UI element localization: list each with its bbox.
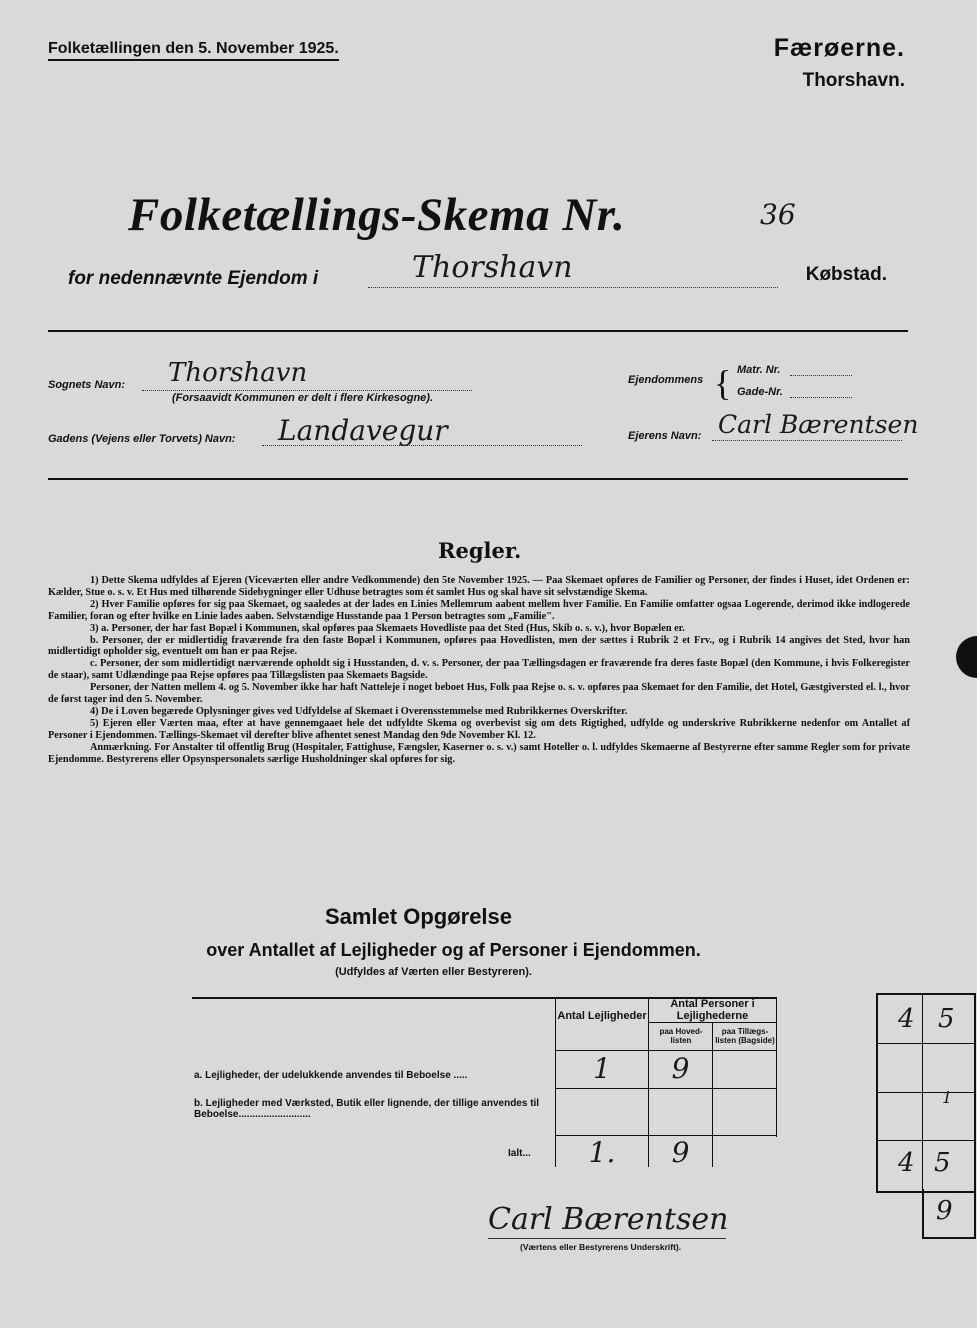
table-hline: [555, 1088, 776, 1089]
owner-line: [712, 440, 902, 441]
matr-label: Matr. Nr.: [737, 364, 781, 376]
tally-hline: [876, 1092, 974, 1093]
tally-hline: [876, 1140, 974, 1141]
cell-a-lejligheder: 1: [593, 1052, 611, 1085]
tally-value: 5: [934, 1148, 951, 1178]
town-handwritten: Thorshavn: [412, 250, 573, 285]
owner-label: Ejerens Navn:: [628, 430, 702, 442]
town-title: Thorshavn.: [802, 70, 905, 91]
ink-blot: [956, 636, 977, 678]
street-label: Gadens (Vejens eller Torvets) Navn:: [48, 433, 236, 445]
summary-subtitle: over Antallet af Lejligheder og af Personer i Ejendommen.: [206, 940, 701, 960]
form-title: Folketællings-Skema Nr.: [128, 189, 626, 241]
census-header: Folketællingen den 5. November 1925.: [48, 40, 339, 61]
summary-note: (Udfyldes af Værten eller Bestyreren).: [335, 966, 532, 978]
rule-paragraph: 1) Dette Skema udfyldes af Ejeren (Viceværten eller andre Vedkommende) den 5te November 1925. — Paa Skemaet opføres de Familier og Personer, der findes i Huset, idet Ordenen er: Kælder, Stue o. s. v. Et Hus med tilhørende Sidebygninger eller Udhuse betragtes som ét samlet Hus og skal have sit selvstændige Skema.: [48, 575, 910, 598]
row-b-label: b. Lejligheder med Værksted, Butik eller lignende, der tillige anvendes til Beboelse..........................: [194, 1098, 540, 1120]
tally-value: 4: [898, 1004, 915, 1034]
parish-label: Sognets Navn:: [48, 379, 126, 391]
col-header-hovedlisten: paa Hoved-listen: [659, 1027, 703, 1045]
table-vline: [712, 1022, 713, 1167]
rule-paragraph: 4) De i Loven begærede Oplysninger gives ved Udfyldelse af Skemaet i Overensstemmelse med Rubrikkernes Overskrifter.: [90, 705, 628, 717]
parish-line: [142, 390, 472, 391]
cell-a-hovedlisten: 9: [671, 1052, 690, 1085]
tally-value: 9: [936, 1196, 953, 1226]
rule-paragraph: b. Personer, der er midlertidig fraværende fra den faste Bopæl i Kommunen, opføres paa Hovedlisten, men der sættes i Rubrik 2 et Frv., og i Rubrik 14 angives det Sted, hvor han midlertidigt opholder sig, eventuelt om han er paa Rejse.: [48, 634, 910, 658]
divider: [48, 330, 908, 332]
rules-title: Regler.: [438, 538, 522, 563]
rules-text: [48, 575, 910, 766]
summary-title: Samlet Opgørelse: [324, 904, 513, 929]
street-handwritten: Landavegur: [278, 414, 448, 447]
rule-paragraph: Personer, der Natten mellem 4. og 5. November ikke har haft Natteleje i noget beboet Hus, Folk paa Rejse o. s. v. opføres paa Skemaet for den Familie, det Hotel, Gæstgiversted el. l., hvor de først tager ind den 5. November.: [48, 682, 910, 706]
row-ialt-label: Ialt...: [508, 1148, 531, 1159]
property-label: Ejendommens: [628, 374, 704, 386]
owner-handwritten: Carl Bærentsen: [718, 410, 919, 439]
town-line: [368, 287, 778, 288]
divider: [48, 478, 908, 480]
cell-ialt-hovedlisten: 9: [671, 1136, 690, 1169]
form-number-handwritten: 36: [760, 198, 796, 231]
signature-line: [488, 1238, 726, 1239]
matr-line: [790, 375, 852, 376]
signature-handwritten: Carl Bærentsen: [488, 1202, 729, 1237]
street-number-line: [790, 397, 852, 398]
tally-value: 5: [938, 1004, 955, 1034]
col-header-tillaegslisten: paa Tillægs-listen (Bagside): [715, 1027, 775, 1045]
row-a-label: a. Lejligheder, der udelukkende anvendes til Beboelse .....: [194, 1070, 468, 1081]
tally-hline: [876, 1043, 974, 1044]
rule-paragraph: Anmærkning. For Anstalter til offentlig Brug (Hospitaler, Fattighuse, Fængsler, Kaserner o. s. v.) samt Hoteller o. l. udfyldes Skemaerne af Bestyrerne efter samme Regler som for private Ejendomme. Bestyrerens eller Opsynspersonalets særlige Husholdninger skal opføres for sig.: [48, 741, 910, 765]
brace: {: [714, 363, 732, 403]
street-number-label: Gade-Nr.: [737, 386, 783, 398]
col-header-personer: Antal Personer i Lejlighederne: [670, 998, 755, 1022]
side-tally-box: [876, 993, 976, 1193]
signature-caption: (Værtens eller Bestyrerens Underskrift).: [520, 1242, 682, 1252]
table-vline: [776, 997, 777, 1137]
region-title: Færøerne.: [773, 34, 905, 62]
rule-paragraph: 5) Ejeren eller Værten maa, efter at have gennemgaaet hele det udfyldte Skema og overbevist sig om dets Rigtighed, udfylde og underskrive Rubrikkerne nedenfor om Antallet af Personer i Ejendommen. Tællings-Skemaet vil derefter blive afhentet senest Mandag den 9de November Kl. 12.: [48, 717, 910, 741]
table-hline: [648, 1022, 776, 1023]
subtitle-prefix: for nedennævnte Ejendom i: [68, 268, 319, 289]
rule-paragraph: c. Personer, der som midlertidigt nærværende opholdt sig i Husstanden, d. v. s. Personer, der paa Tællingsdagen er fraværende fra deres faste Bopæl (den Kommune, i hvis Folkeregister de staar), samt Udlændinge paa Rejse opføres paa Tillægslisten paa Skemaets Bagside.: [48, 658, 910, 682]
table-hline: [555, 1050, 776, 1051]
col-header-lejligheder: Antal Lejligheder: [557, 1010, 647, 1022]
rule-paragraph: 3) a. Personer, der har fast Bopæl i Kommunen, skal opføres paa Skemaets Hovedliste paa det Sted (Hus, Skib o. s. v.), hvor Bopælen er.: [90, 622, 685, 634]
rule-paragraph: 2) Hver Familie opføres for sig paa Skemaet, og saaledes at der lades en Linies Mellemrum aabent mellem hver Familie. En Familie omfatter ogsaa Logerende, derimod ikke indlogerede Familier, foran og efter hvilke en Linie lades aaben. Selvstændige Husstande paa 1 Person betragtes som „Familie".: [48, 598, 910, 622]
cell-ialt-lejligheder: 1.: [588, 1136, 616, 1169]
tally-value: 1: [942, 1088, 953, 1107]
subtitle-suffix: Købstad.: [805, 264, 887, 285]
tally-value: 4: [898, 1148, 915, 1178]
parish-handwritten: Thorshavn: [168, 358, 308, 388]
parish-note: (Forsaavidt Kommunen er delt i flere Kirkesogne).: [172, 392, 434, 404]
